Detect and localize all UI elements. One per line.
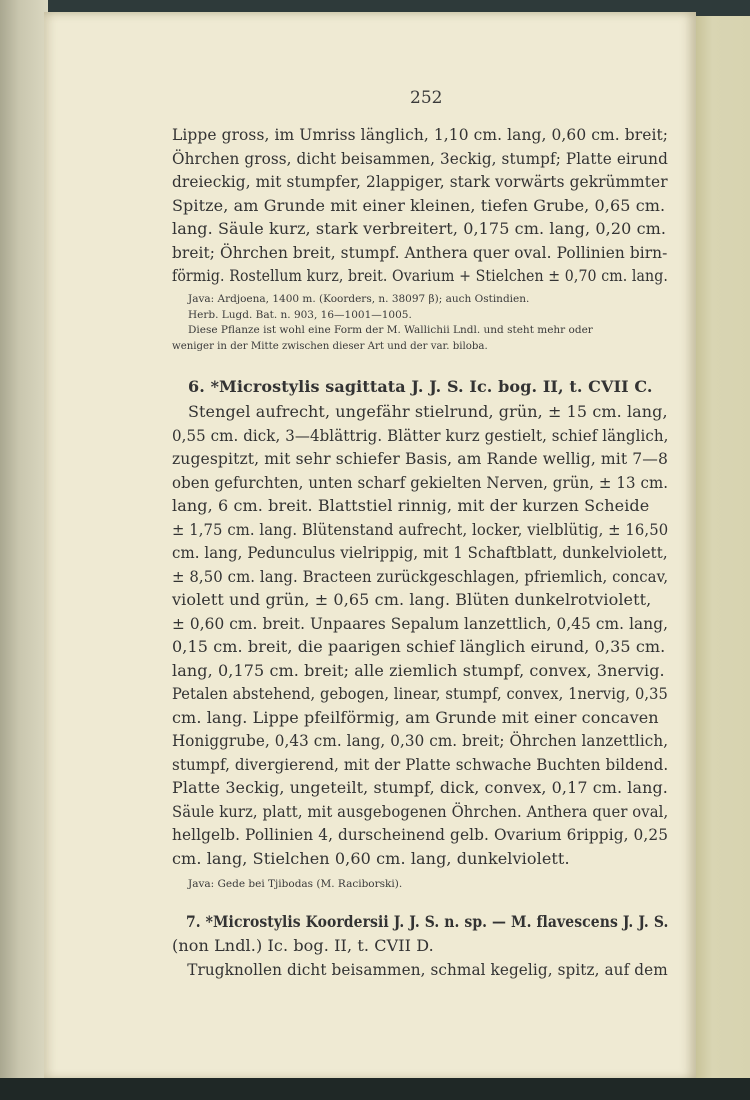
text-line: Säule kurz, platt, mit ausgebogenen Öhrchen. Anthera quer oval,: [172, 801, 669, 821]
facing-page-edge: [696, 16, 750, 1086]
paragraph-species-7: [172, 958, 668, 982]
text-line: ± 0,60 cm. breit. Unpaares Sepalum lanzettlich, 0,45 cm. lang,: [172, 613, 669, 633]
text-line: cm. lang. Lippe pfeilförmig, am Grunde mit einer concaven: [172, 707, 659, 727]
text-line: Petalen abstehend, gebogen, linear, stumpf, convex, 1nervig, 0,35: [172, 684, 668, 703]
paragraph-species-6: [172, 400, 668, 870]
text-line: hellgelb. Pollinien 4, durscheinend gelb. Ovarium 6rippig, 0,25: [172, 825, 669, 844]
text-line: cm. lang, Stielchen 0,60 cm. lang, dunkelviolett.: [172, 848, 570, 868]
text-line: 0,15 cm. breit, die paarigen schief länglich eirund, 0,35 cm.: [172, 637, 666, 656]
specimen-notes-2: [188, 877, 684, 893]
text-line: lang. Säule kurz, stark verbreitert, 0,175 cm. lang, 0,20 cm.: [172, 219, 667, 238]
text-line: ± 1,75 cm. lang. Blütenstand aufrecht, locker, vielblütig, ± 16,50: [172, 519, 669, 539]
note-line: Java: Gede bei Tjibodas (M. Raciborski).: [188, 878, 403, 890]
heading-line: (non Lndl.) Ic. bog. II, t. CVII D.: [172, 935, 434, 955]
note-line: Diese Pflanze ist wohl eine Form der M. Wallichii Lndl. und steht mehr oder: [188, 324, 593, 336]
text-line: lang, 6 cm. breit. Blattstiel rinnig, mit der kurzen Scheide: [172, 496, 650, 515]
text-line: Trugknollen dicht beisammen, schmal kegelig, spitz, auf dem: [187, 960, 668, 979]
text-line: 0,55 cm. dick, 3—4blättrig. Blätter kurz gestielt, schief länglich,: [172, 425, 669, 445]
text-line: oben gefurchten, unten scharf gekielten Nerven, grün, ± 13 cm.: [172, 472, 669, 492]
text-line: förmig. Rostellum kurz, breit. Ovarium + Stielchen ± 0,70 cm. lang.: [172, 266, 668, 285]
text-line: ± 8,50 cm. lang. Bracteen zurückgeschlagen, pfriemlich, concav,: [172, 566, 669, 586]
note-line: Herb. Lugd. Bat. n. 903, 16—1001—1005.: [188, 308, 412, 321]
text-line: stumpf, divergierend, mit der Platte schwache Buchten bildend.: [172, 754, 669, 774]
species-heading-7: [172, 910, 668, 957]
text-line: violett und grün, ± 0,65 cm. lang. Blüten dunkelrotviolett,: [172, 590, 652, 609]
note-line: weniger in der Mitte zwischen dieser Art und der var. biloba.: [172, 339, 488, 352]
text-line: cm. lang, Pedunculus vielrippig, mit 1 Schaftblatt, dunkelviolett,: [172, 543, 668, 562]
text-line: Lippe gross, im Umriss länglich, 1,10 cm. lang, 0,60 cm. breit;: [172, 125, 669, 144]
text-line: Platte 3eckig, ungeteilt, stumpf, dick, convex, 0,17 cm. lang.: [172, 778, 668, 797]
page-number: 252: [410, 88, 443, 108]
text-line: Spitze, am Grunde mit einer kleinen, tiefen Grube, 0,65 cm.: [172, 195, 666, 215]
paragraph-description-continued: [172, 123, 668, 288]
text-line: Stengel aufrecht, ungefähr stielrund, grün, ± 15 cm. lang,: [187, 402, 668, 421]
specimen-notes-1: [172, 292, 684, 354]
note-line: Java: Ardjoena, 1400 m. (Koorders, n. 38097 β); auch Ostindien.: [188, 293, 530, 305]
text-line: zugespitzt, mit sehr schiefer Basis, am Rande wellig, mit 7—8: [172, 449, 669, 468]
book-spine-edge: [0, 0, 48, 1100]
text-line: dreieckig, mit stumpfer, 2lappiger, stark vorwärts gekrümmter: [172, 172, 668, 191]
species-heading-6: [188, 375, 684, 399]
text-line: lang, 0,175 cm. breit; alle ziemlich stumpf, convex, 3nervig.: [172, 660, 665, 680]
heading-line: 6. *Microstylis sagittata J. J. S. Ic. bog. II, t. CVII C.: [188, 377, 653, 396]
text-line: Öhrchen gross, dicht beisammen, 3eckig, stumpf; Platte eirund: [172, 148, 668, 168]
scan-bottom-edge: [0, 1078, 750, 1100]
text-line: breit; Öhrchen breit, stumpf. Anthera quer oval. Pollinien birn-: [172, 242, 668, 262]
text-line: Honiggrube, 0,43 cm. lang, 0,30 cm. breit; Öhrchen lanzettlich,: [172, 731, 669, 750]
heading-line: 7. *Microstylis Koordersii J. J. S. n. sp. — M. flavescens J. J. S.: [185, 912, 669, 931]
